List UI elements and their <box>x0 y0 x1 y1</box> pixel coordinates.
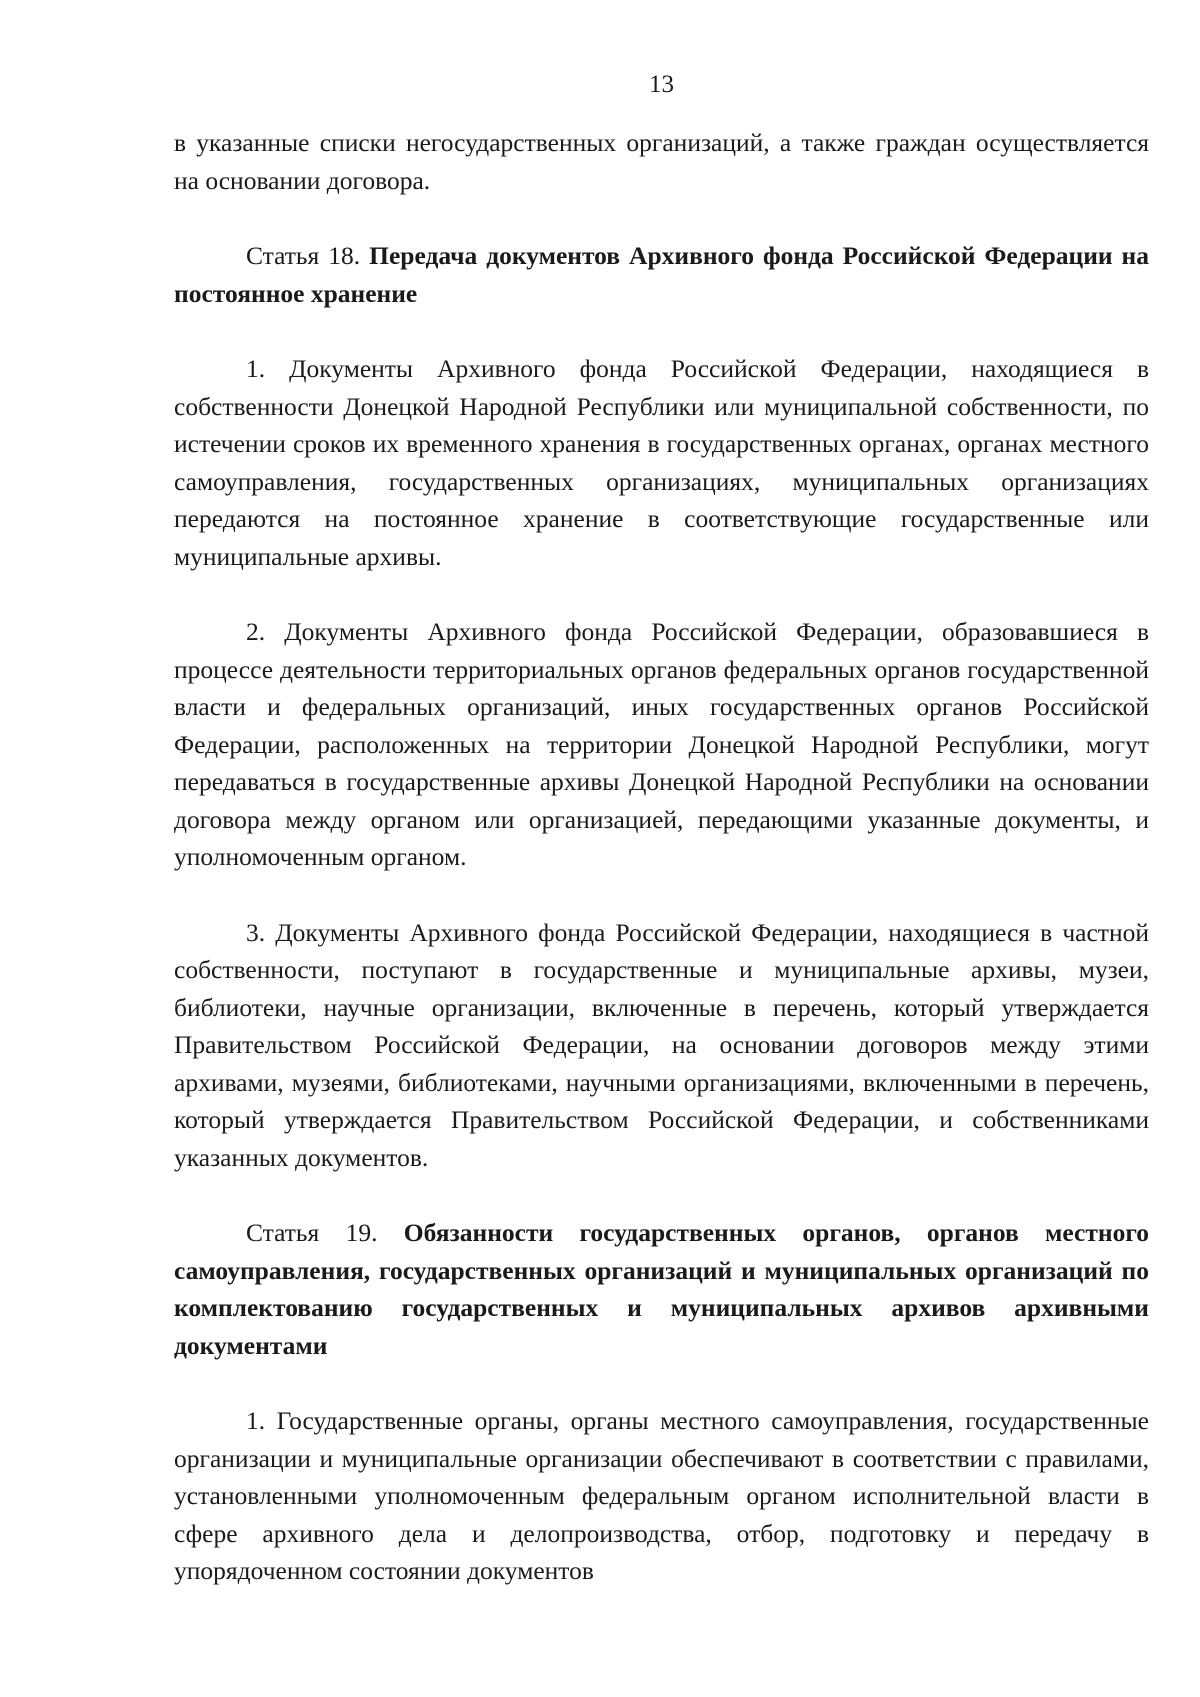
document-body <box>174 124 1149 1590</box>
page-number: 13 <box>649 71 674 98</box>
article-19-title: Обязанности государственных органов, органов местного самоуправления, государственных организаций и муниципальных организаций по комплектованию государственных и муниципальных архивов архивными документами <box>174 1218 1150 1360</box>
article-19-heading <box>174 1214 1149 1364</box>
article-19-label: Статья 19. <box>246 1218 378 1247</box>
article-18-paragraph-2: 2. Документы Архивного фонда Российской Федерации, образовавшиеся в процессе деятельности территориальных органов федеральных органов государственной власти и федеральных организаций, иных государственных органов Российской Федерации, расположенных на территории Донецкой Народной Республики, могут передаваться в государственные архивы Донецкой Народной Республики на основании договора между органом или организацией, передающими указанные документы, и уполномоченным органом. <box>174 617 1149 871</box>
article-18-paragraph-3: 3. Документы Архивного фонда Российской Федерации, находящиеся в частной собственности, поступают в государственные и муниципальные архивы, музеи, библиотеки, научные организации, включенные в перечень, который утверждается Правительством Российской Федерации, на основании договоров между этими архивами, музеями, библиотеками, научными организациями, включенными в перечень, который утверждается Правительством Российской Федерации, и собственниками указанных документов. <box>174 917 1149 1172</box>
continuation-paragraph: в указанные списки негосударственных организаций, а также граждан осуществляется на основании договора. <box>174 128 1149 195</box>
article-18-label: Статья 18. <box>246 241 361 270</box>
article-18-heading <box>174 237 1149 312</box>
article-19-paragraph-1: 1. Государственные органы, органы местного самоуправления, государственные организации и муниципальные организации обеспечивают в соответствии с правилами, установленными уполномоченным федеральным органом исполнительной власти в сфере архивного дела и делопроизводства, отбор, подготовку и передачу в упорядоченном состоянии документов <box>174 1406 1149 1585</box>
article-18-title: Передача документов Архивного фонда Российской Федерации на постоянное хранение <box>174 241 1150 308</box>
article-18-paragraph-1: 1. Документы Архивного фонда Российской Федерации, находящиеся в собственности Донецкой Народной Республики или муниципальной собственности, по истечении сроков их временного хранения в государственных органах, органах местного самоуправления, государственных организациях, муниципальных организациях передаются на постоянное хранение в соответствующие государственные или муниципальные архивы. <box>174 354 1149 571</box>
